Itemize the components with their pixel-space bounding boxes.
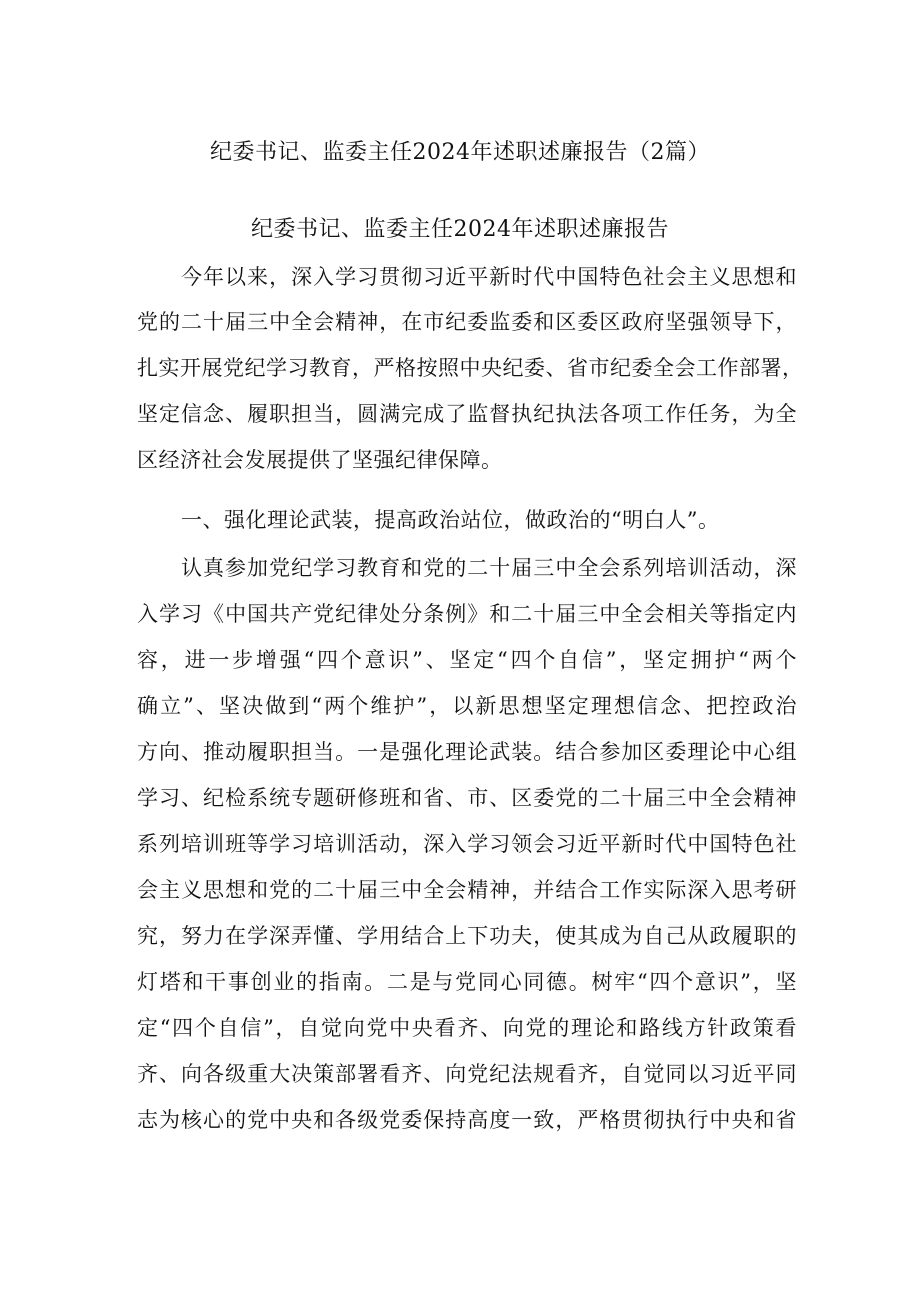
paragraph-line: 认真参加党纪学习教育和党的二十届三中全会系列培训活动，深 <box>181 556 797 580</box>
paragraph-line: 志为核心的党中央和各级党委保持高度一致，严格贯彻执行中央和省 <box>137 1108 797 1132</box>
paragraph-line: 区经济社会发展提供了坚强纪律保障。 <box>137 448 503 472</box>
document-title: 纪委书记、监委主任2024年述职述廉报告（2篇） <box>210 140 710 165</box>
paragraph-line: 究，努力在学深弄懂、学用结合上下功夫，使其成为自己从政履职的 <box>137 924 797 948</box>
paragraph-line: 定“四个自信”，自觉向党中央看齐、向党的理论和路线方针政策看 <box>137 1016 797 1040</box>
paragraph-line: 灯塔和干事创业的指南。二是与党同心同德。树牢“四个意识”，坚 <box>137 970 797 994</box>
paragraph-line: 确立”、坚决做到“两个维护”，以新思想坚定理想信念、把控政治 <box>137 694 797 718</box>
heading-line: 一、强化理论武装，提高政治站位，做政治的“明白人”。 <box>181 508 720 532</box>
section-title: 纪委书记、监委主任2024年述职述廉报告 <box>251 217 669 242</box>
paragraph-line: 入学习《中国共产党纪律处分条例》和二十届三中全会相关等指定内 <box>137 602 797 626</box>
paragraph-line: 党的二十届三中全会精神，在市纪委监委和区委区政府坚强领导下， <box>137 310 797 334</box>
paragraph-line: 系列培训班等学习培训活动，深入学习领会习近平新时代中国特色社 <box>137 832 797 856</box>
paragraph-line: 齐、向各级重大决策部署看齐、向党纪法规看齐，自觉同以习近平同 <box>137 1062 797 1086</box>
paragraph-line: 容，进一步增强“四个意识”、坚定“四个自信”，坚定拥护“两个 <box>137 648 797 672</box>
paragraph-line: 方向、推动履职担当。一是强化理论武装。结合参加区委理论中心组 <box>137 740 797 764</box>
paragraph-line: 学习、纪检系统专题研修班和省、市、区委党的二十届三中全会精神 <box>137 786 797 810</box>
paragraph-line: 今年以来，深入学习贯彻习近平新时代中国特色社会主义思想和 <box>181 265 797 289</box>
paragraph-line: 坚定信念、履职担当，圆满完成了监督执纪执法各项工作任务，为全 <box>137 402 797 426</box>
paragraph-line: 扎实开展党纪学习教育，严格按照中央纪委、省市纪委全会工作部署， <box>137 356 804 380</box>
paragraph-line: 会主义思想和党的二十届三中全会精神，并结合工作实际深入思考研 <box>137 878 797 902</box>
